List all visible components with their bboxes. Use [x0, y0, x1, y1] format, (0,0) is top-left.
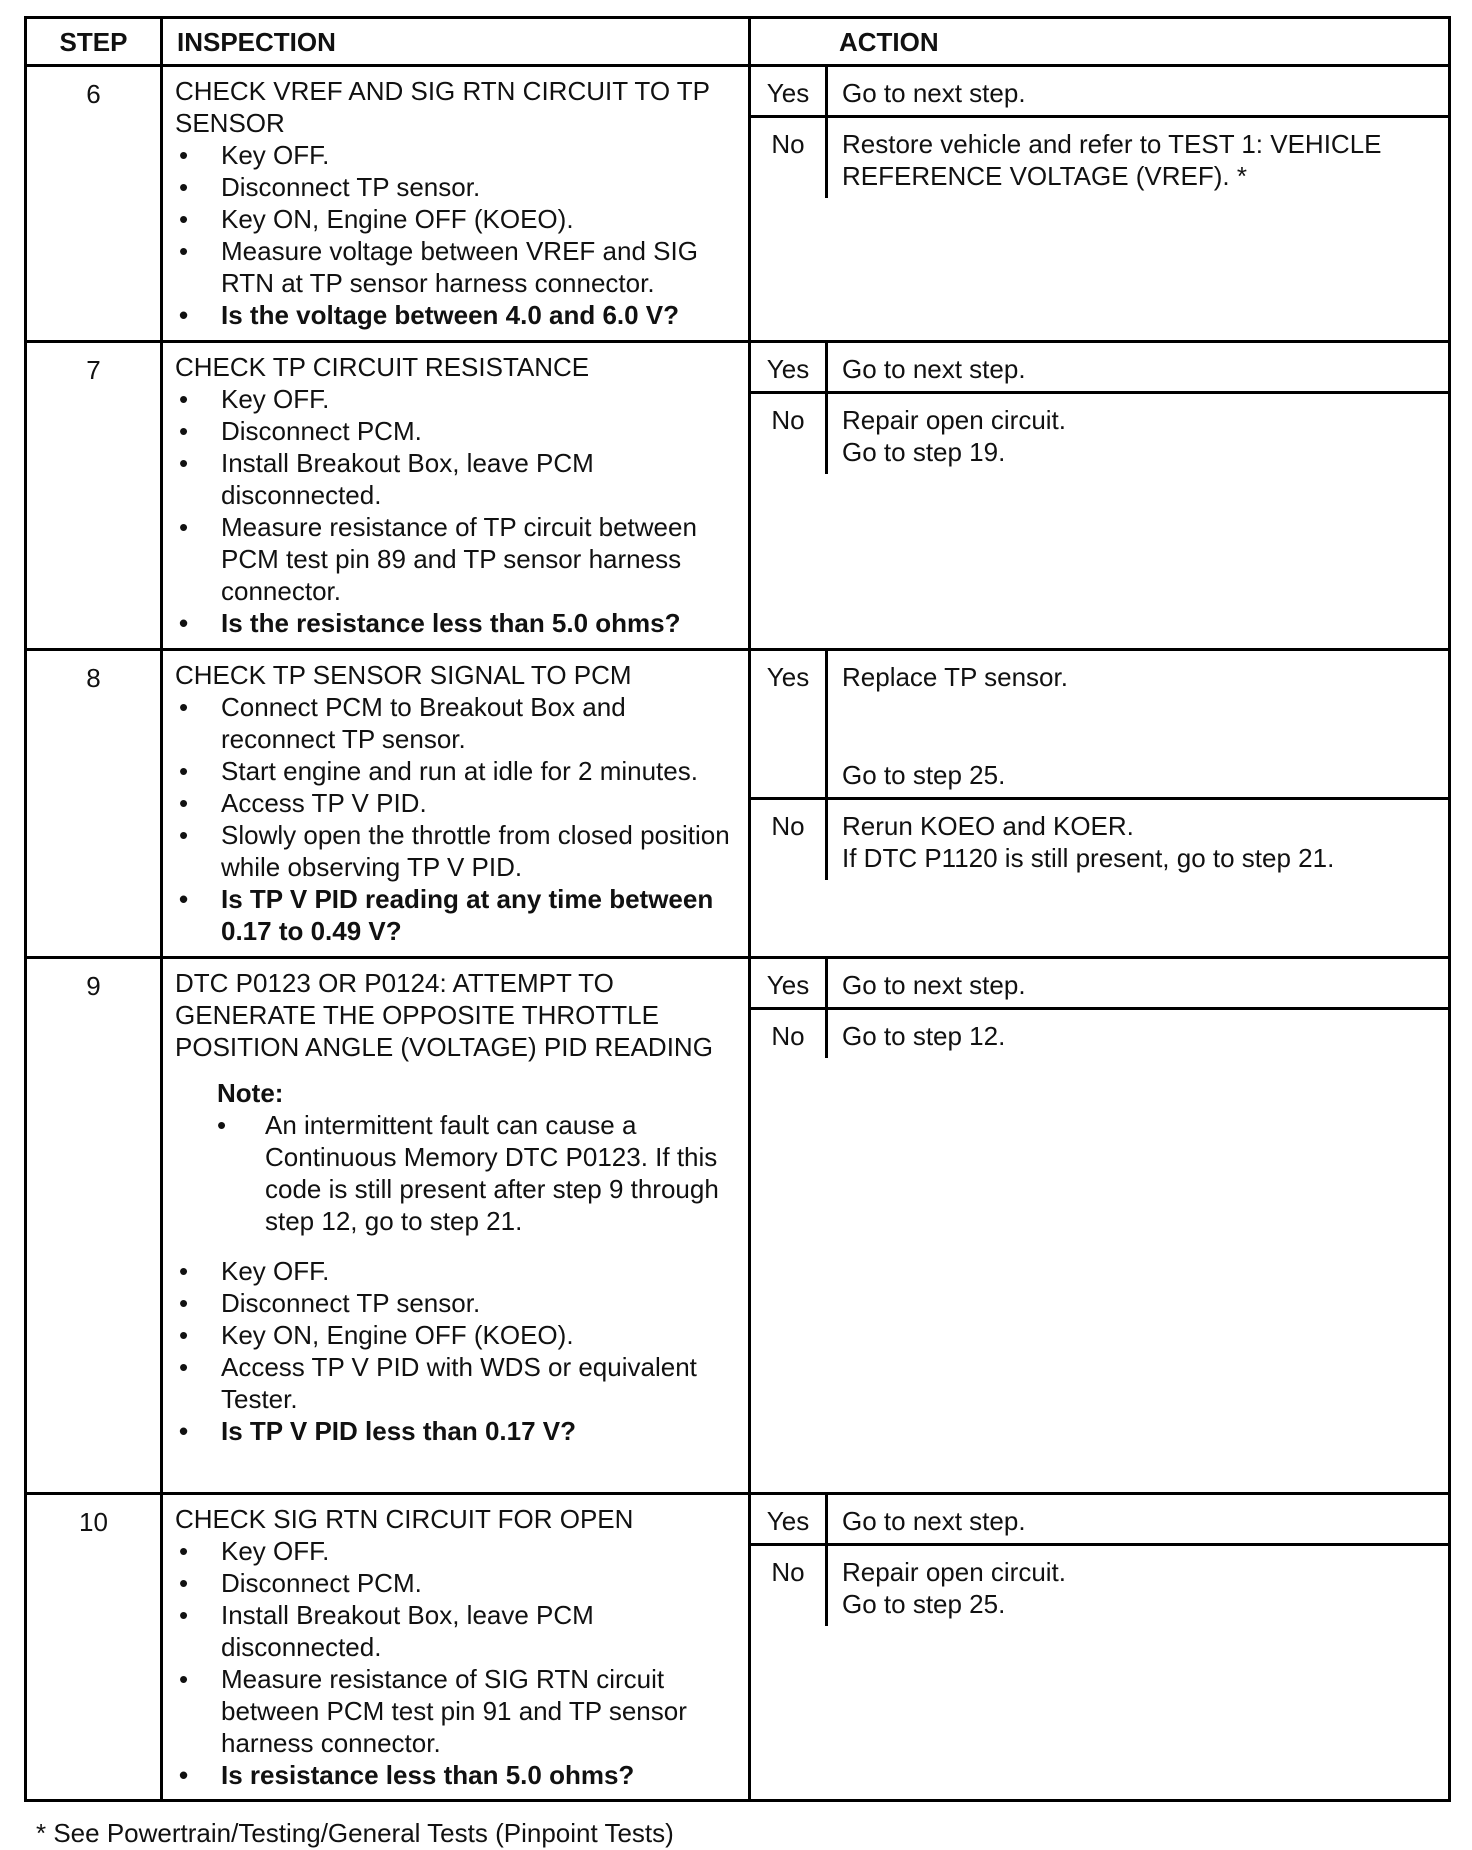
inspection-question: • Is the voltage between 4.0 and 6.0 V?: [175, 299, 738, 331]
no-label: No: [751, 1545, 827, 1627]
action-cell: [750, 342, 1450, 650]
step-number: 7: [26, 342, 162, 650]
header-inspection: INSPECTION: [162, 18, 750, 66]
no-action: [827, 799, 1449, 881]
diagnostic-table: [24, 16, 1451, 1802]
bullet-item: • Access TP V PID with WDS or equivalent Tester.: [175, 1351, 738, 1415]
no-label: No: [751, 393, 827, 475]
note-bullet-item: • An intermittent fault can cause a Continuous Memory DTC P0123. If this code is still present after step 9 through step 12, go to step 21.: [217, 1109, 738, 1237]
yes-action: Go to next step.: [842, 78, 1026, 108]
inspection-bullets: [175, 383, 738, 639]
bullet-item: • Key OFF.: [175, 1255, 738, 1287]
inspection-bullets: [175, 139, 738, 331]
no-action-line: If DTC P1120 is still present, go to step 21.: [842, 843, 1335, 873]
bullet-item: • Key ON, Engine OFF (KOEO).: [175, 1319, 738, 1351]
note-title: Note:: [217, 1078, 284, 1108]
table-row-step-9: [26, 958, 1450, 1494]
no-label: No: [751, 1009, 827, 1059]
step-number: 6: [26, 66, 162, 342]
yes-action-line: Replace TP sensor.: [842, 662, 1068, 692]
action-cell: [750, 66, 1450, 342]
bullet-item: • Key ON, Engine OFF (KOEO).: [175, 203, 738, 235]
inspection-question: • Is the resistance less than 5.0 ohms?: [175, 607, 738, 639]
yes-label: Yes: [751, 1495, 827, 1545]
no-action: Go to step 12.: [827, 1009, 1449, 1059]
yes-action: [827, 651, 1449, 799]
inspection-question: • Is TP V PID less than 0.17 V?: [175, 1415, 738, 1447]
table-row-step-10: [26, 1494, 1450, 1801]
inspection-question: • Is resistance less than 5.0 ohms?: [175, 1759, 738, 1791]
inspection-cell: [162, 66, 750, 342]
yes-action: Go to next step.: [842, 354, 1026, 384]
note-block: [217, 1077, 738, 1237]
bullet-item: • Key OFF.: [175, 139, 738, 171]
bullet-item: • Install Breakout Box, leave PCM disconnected.: [175, 1599, 738, 1663]
bullet-item: • Disconnect TP sensor.: [175, 1287, 738, 1319]
bullet-item: • Measure voltage between VREF and SIG RTN at TP sensor harness connector.: [175, 235, 738, 299]
no-label: No: [751, 799, 827, 881]
no-action-line: Rerun KOEO and KOER.: [842, 811, 1134, 841]
bullet-item: • Install Breakout Box, leave PCM disconnected.: [175, 447, 738, 511]
header-action: ACTION: [750, 18, 1450, 66]
action-cell: [750, 1494, 1450, 1801]
bullet-item: • Key OFF.: [175, 1535, 738, 1567]
answer-grid: [751, 651, 1448, 880]
answer-grid: [751, 1495, 1448, 1626]
answer-grid: [751, 343, 1448, 474]
table-header-row: [26, 18, 1450, 66]
bullet-item: • Disconnect TP sensor.: [175, 171, 738, 203]
no-action-line: Repair open circuit.: [842, 1557, 1066, 1587]
inspection-cell: [162, 342, 750, 650]
table-row-step-8: [26, 650, 1450, 958]
inspection-question: • Is TP V PID reading at any time between 0.17 to 0.49 V?: [175, 883, 738, 947]
yes-label: Yes: [751, 67, 827, 117]
no-action: [827, 1545, 1449, 1627]
yes-label: Yes: [751, 343, 827, 393]
inspection-bullets: [175, 1535, 738, 1791]
inspection-cell: [162, 1494, 750, 1801]
inspection-title: CHECK TP SENSOR SIGNAL TO PCM: [175, 660, 632, 690]
yes-action-line: Go to step 25.: [842, 760, 1006, 790]
no-action-line: Go to step 25.: [842, 1589, 1006, 1619]
step-number: 9: [26, 958, 162, 1494]
bullet-item: • Disconnect PCM.: [175, 1567, 738, 1599]
answer-grid: [751, 67, 1448, 198]
no-action: Restore vehicle and refer to TEST 1: VEHICLE REFERENCE VOLTAGE (VREF). *: [827, 117, 1449, 199]
no-action-line: Repair open circuit.: [842, 405, 1066, 435]
no-label: No: [751, 117, 827, 199]
action-cell: [750, 958, 1450, 1494]
no-action: [827, 393, 1449, 475]
bullet-item: • Key OFF.: [175, 383, 738, 415]
inspection-bullets: [175, 1255, 738, 1447]
inspection-title: CHECK VREF AND SIG RTN CIRCUIT TO TP SENSOR: [175, 76, 710, 138]
bullet-item: • Measure resistance of SIG RTN circuit between PCM test pin 91 and TP sensor harness connector.: [175, 1663, 738, 1759]
inspection-cell: [162, 958, 750, 1494]
bullet-item: • Slowly open the throttle from closed position while observing TP V PID.: [175, 819, 738, 883]
yes-label: Yes: [751, 651, 827, 799]
step-number: 10: [26, 1494, 162, 1801]
inspection-title: CHECK TP CIRCUIT RESISTANCE: [175, 352, 590, 382]
inspection-bullets: [175, 691, 738, 947]
yes-action: Go to next step.: [842, 970, 1026, 1000]
note-bullets: [217, 1109, 738, 1237]
bullet-item: • Measure resistance of TP circuit between PCM test pin 89 and TP sensor harness connector.: [175, 511, 738, 607]
bullet-item: • Start engine and run at idle for 2 minutes.: [175, 755, 738, 787]
no-action-line: Go to step 19.: [842, 437, 1006, 467]
yes-action: Go to next step.: [842, 1506, 1026, 1536]
header-step: STEP: [26, 18, 162, 66]
step-number: 8: [26, 650, 162, 958]
inspection-cell: [162, 650, 750, 958]
table-row-step-7: [26, 342, 1450, 650]
action-cell: [750, 650, 1450, 958]
bullet-item: • Disconnect PCM.: [175, 415, 738, 447]
yes-label: Yes: [751, 959, 827, 1009]
footnote: * See Powertrain/Testing/General Tests (Pinpoint Tests): [36, 1818, 674, 1848]
inspection-title: DTC P0123 OR P0124: ATTEMPT TO GENERATE THE OPPOSITE THROTTLE POSITION ANGLE (VOLTAGE) PID READING: [175, 968, 713, 1062]
table-row-step-6: [26, 66, 1450, 342]
inspection-title: CHECK SIG RTN CIRCUIT FOR OPEN: [175, 1504, 634, 1534]
bullet-item: • Connect PCM to Breakout Box and reconnect TP sensor.: [175, 691, 738, 755]
bullet-item: • Access TP V PID.: [175, 787, 738, 819]
answer-grid: [751, 959, 1448, 1058]
